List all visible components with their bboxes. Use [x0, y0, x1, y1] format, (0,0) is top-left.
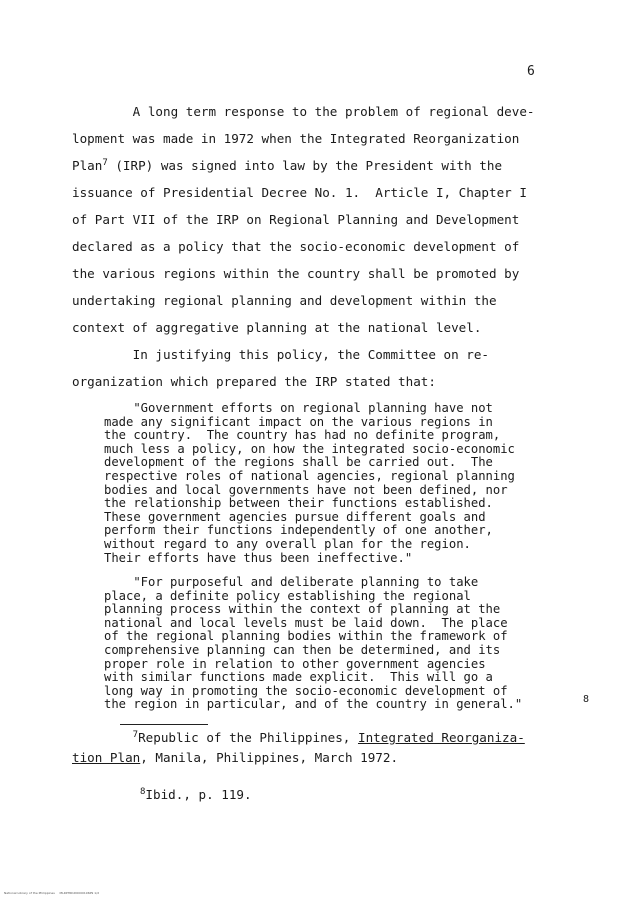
quote-line: "For purposeful and deliberate planning to take [104, 575, 479, 589]
quote-line: the country. The country has had no definite program, [104, 428, 501, 443]
quote-line: planning process within the context of planning at the [104, 602, 501, 617]
block-quote-2 [104, 576, 574, 712]
body-text [72, 98, 562, 395]
quote-line: place, a definite policy establishing the regional [104, 588, 471, 603]
footnote-ref-8: 8 [583, 694, 590, 705]
quote-line: "Government efforts on regional planning have not [104, 401, 493, 415]
quote-line: the relationship between their functions established. [104, 496, 493, 511]
footnote-7-line-2: tion Plan, Manila, Philippines, March 1972. [72, 750, 399, 765]
body-line: A long term response to the problem of regional deve- [72, 104, 535, 119]
quote-line: much less a policy, on how the integrated socio-economic [104, 441, 515, 456]
quote-line: These government agencies pursue different goals and [104, 509, 486, 524]
footnote-ref-7: 7 [102, 157, 108, 168]
quote-line: national and local levels must be laid down. The place [104, 615, 508, 630]
body-line: In justifying this policy, the Committee on re- [72, 347, 490, 362]
page-number: 6 [527, 64, 535, 79]
quote-line: with similar functions made explicit. This will go a [104, 670, 493, 685]
quote-line: proper role in relation to other government agencies [104, 656, 486, 671]
body-line: issuance of Presidential Decree No. 1. Article I, Chapter I [72, 185, 527, 200]
body-line: of Part VII of the IRP on Regional Planning and Development [72, 212, 520, 227]
quote-line: perform their functions independently of one another, [104, 523, 493, 538]
body-line: declared as a policy that the socio-economic development of [72, 239, 520, 254]
quote-line: development of the regions shall be carried out. The [104, 455, 493, 470]
body-line: context of aggregative planning at the national level. [72, 320, 482, 335]
footnote-7-title: Integrated Reorganiza- [357, 730, 525, 745]
footnotes [72, 728, 572, 768]
body-line: undertaking regional planning and development within the [72, 293, 497, 308]
quote-line: bodies and local governments have not been defined, nor [104, 482, 508, 497]
quote-line: the region in particular, and of the country in general." [104, 697, 523, 712]
footnote-8-marker: 8 [140, 786, 146, 797]
quote-line: without regard to any overall plan for the region. [104, 536, 471, 551]
quote-line: long way in promoting the socio-economic development of [104, 683, 508, 698]
footnote-7-line-1: $^7$Republic of the Philippines, Integrated Reorganiza- [132, 729, 525, 745]
quote-line: respective roles of national agencies, regional planning [104, 468, 515, 483]
body-line: Plan$^7$ (IRP) was signed into law by the President with the [72, 157, 503, 173]
quote-line: Their efforts have thus been ineffective." [104, 550, 413, 565]
footnote-7-title-cont: tion Plan [72, 750, 141, 765]
body-line: organization which prepared the IRP stated that: [72, 374, 436, 389]
body-line: the various regions within the country shall be promoted by [72, 266, 520, 281]
footnote-7-marker: 7 [132, 729, 139, 740]
block-quote-1 [104, 402, 574, 565]
footnote-divider [120, 724, 208, 725]
library-stamp: National Library of the Philippines MLRPHR1D0000196P9 1/2 [4, 891, 100, 895]
body-line: lopment was made in 1972 when the Integrated Reorganization [72, 131, 520, 146]
quote-line: made any significant impact on the various regions in [104, 414, 493, 429]
footnote-8: $^8$Ibid., p. 119. [140, 786, 252, 802]
quote-line: of the regional planning bodies within the framework of [104, 629, 508, 644]
quote-line: comprehensive planning can then be determined, and its [104, 642, 501, 657]
